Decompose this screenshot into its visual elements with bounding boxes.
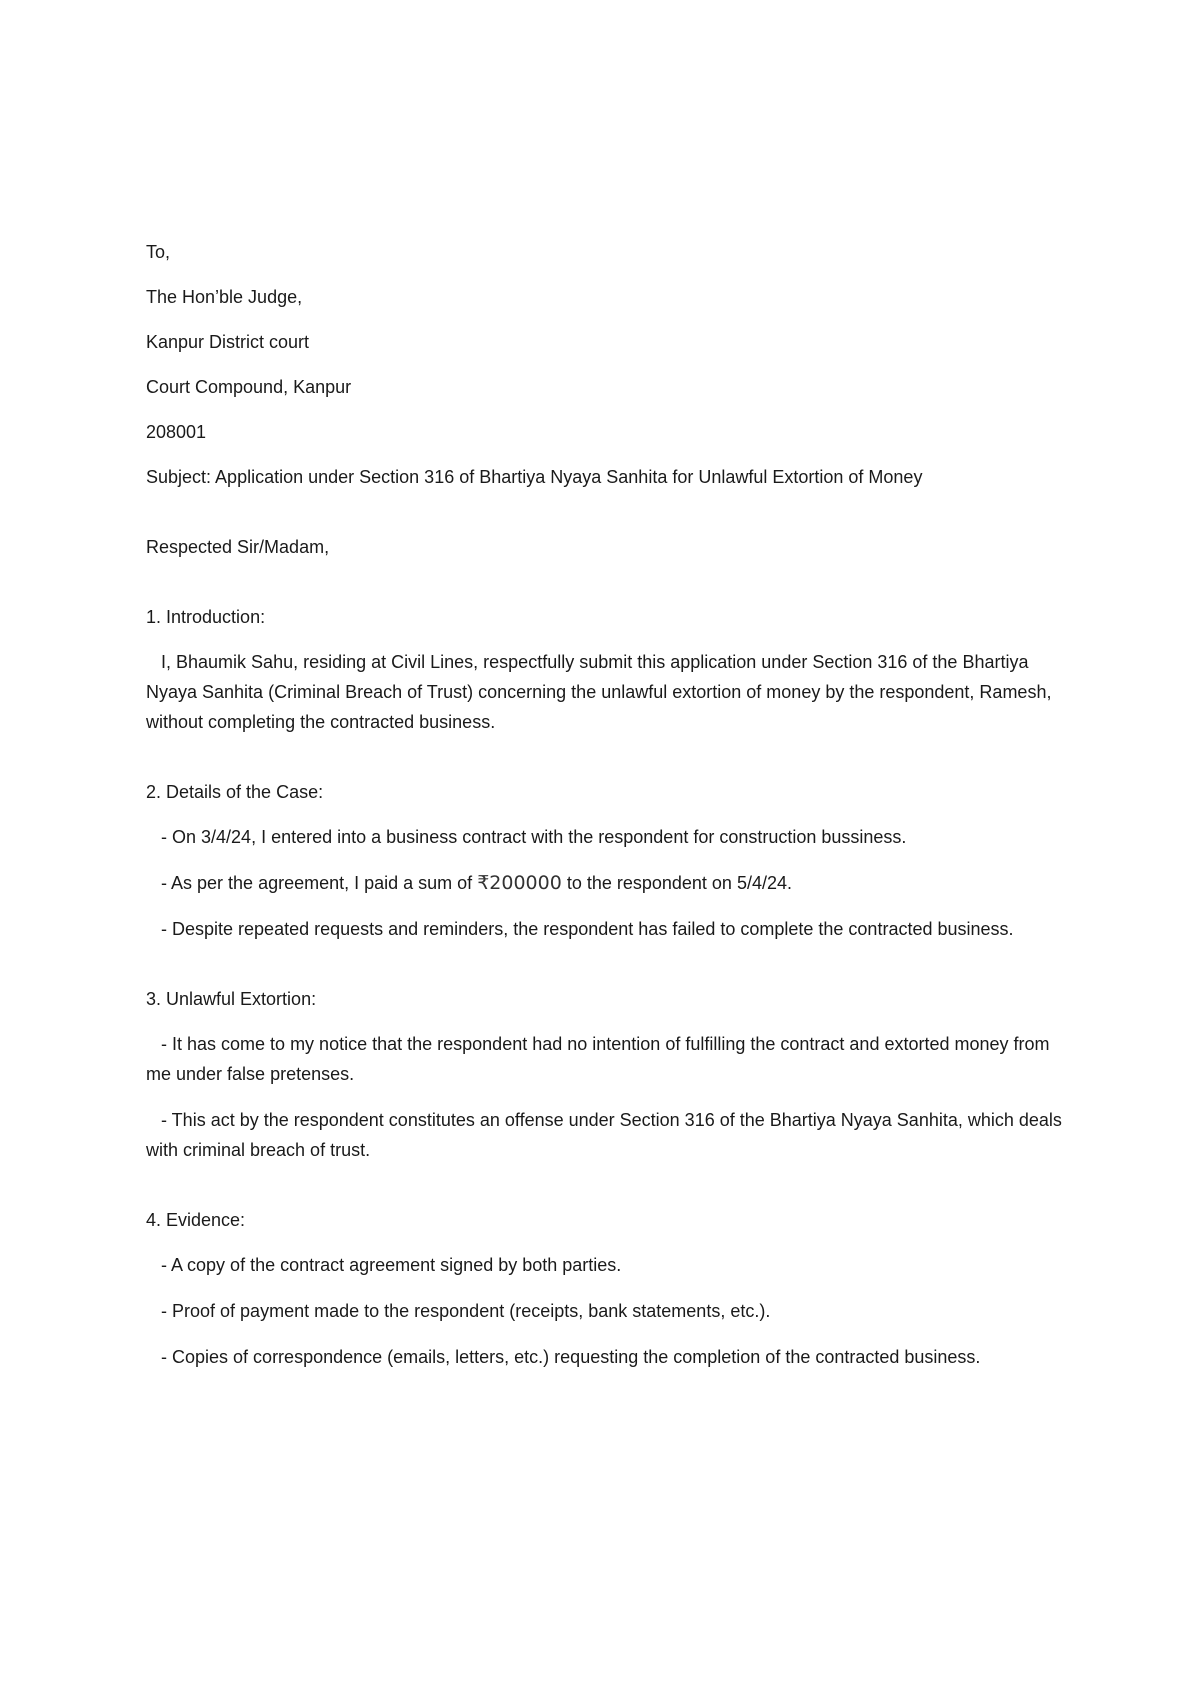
details-item-2-prefix: - As per the agreement, I paid a sum of [161, 873, 478, 893]
salutation: Respected Sir/Madam, [146, 537, 330, 557]
details-item-1-text: - On 3/4/24, I entered into a business contract with the respondent for construction bussiness. [161, 827, 907, 847]
details-heading: 2. Details of the Case: [146, 782, 324, 802]
evidence-item-3-text: - Copies of correspondence (emails, letters, etc.) requesting the completion of the contracted business. [161, 1347, 981, 1367]
address-court: Kanpur District court [146, 332, 310, 352]
introduction-heading: 1. Introduction: [146, 607, 266, 627]
details-item-1 [146, 822, 1066, 852]
evidence-item-1-text: - A copy of the contract agreement signed by both parties. [161, 1255, 622, 1275]
letter-body [146, 237, 1066, 1388]
address-location: Court Compound, Kanpur [146, 377, 352, 397]
extortion-heading: 3. Unlawful Extortion: [146, 989, 317, 1009]
evidence-item-3 [146, 1342, 1066, 1372]
evidence-item-2-text: - Proof of payment made to the respondent (receipts, bank statements, etc.). [161, 1301, 771, 1321]
extortion-item-2 [146, 1105, 1066, 1165]
evidence-item-2 [146, 1296, 1066, 1326]
address-pin: 208001 [146, 422, 207, 442]
extortion-item-1-text: - It has come to my notice that the respondent had no intention of fulfilling the contract and extorted money from me under false pretenses. [146, 1034, 1050, 1084]
details-item-3-text: - Despite repeated requests and reminders, the respondent has failed to complete the contracted business. [161, 919, 1014, 939]
extortion-item-1 [146, 1029, 1066, 1089]
payment-amount: ₹200000 [477, 872, 562, 894]
extortion-item-2-text: - This act by the respondent constitutes an offense under Section 316 of the Bhartiya Nyaya Sanhita, which deals with criminal breach of trust. [146, 1110, 1062, 1160]
evidence-heading: 4. Evidence: [146, 1210, 246, 1230]
introduction-text: I, Bhaumik Sahu, residing at Civil Lines, respectfully submit this application under Section 316 of the Bhartiya Nyaya Sanhita (Criminal Breach of Trust) concerning the unlawful extortion of money by the respondent, Ramesh, without completing the contracted business. [146, 652, 1052, 732]
address-recipient: The Hon’ble Judge, [146, 287, 303, 307]
address-to: To, [146, 242, 171, 262]
subject-line: Subject: Application under Section 316 of Bhartiya Nyaya Sanhita for Unlawful Extortion of Money [146, 467, 923, 487]
introduction-body [146, 647, 1066, 737]
evidence-item-1 [146, 1250, 1066, 1280]
details-item-3 [146, 914, 1066, 944]
details-item-2-suffix: to the respondent on 5/4/24. [561, 873, 792, 893]
details-item-2 [146, 868, 1066, 898]
